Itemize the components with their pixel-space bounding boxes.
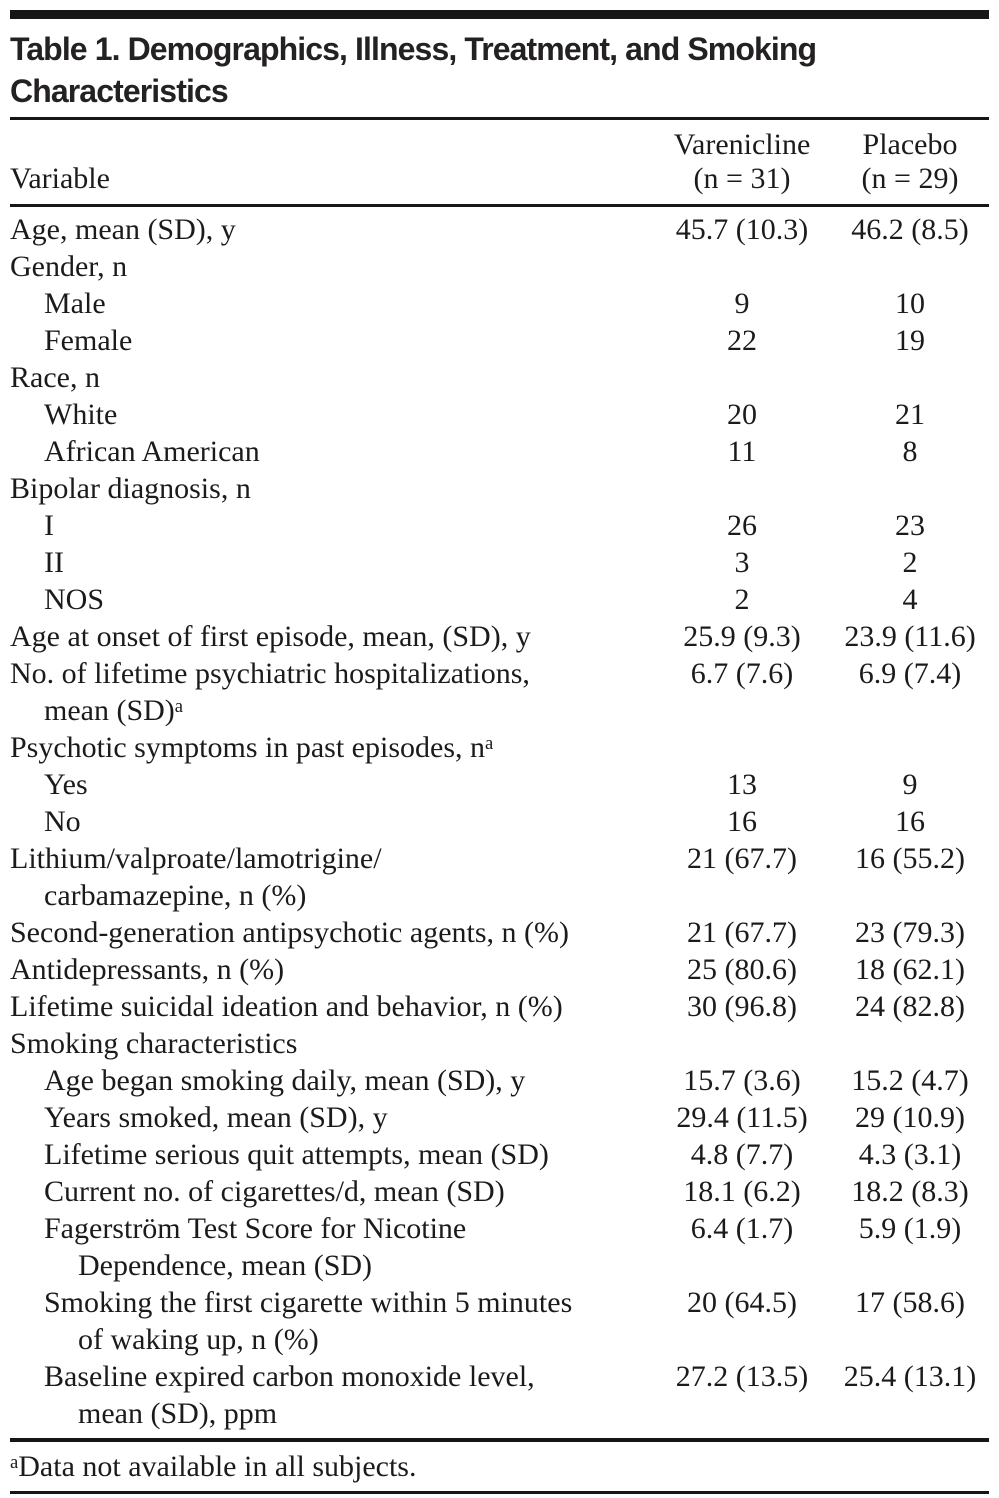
table-row (10, 1025, 989, 1062)
row-label: Antidepressants, n (%) (10, 953, 285, 986)
table-row (10, 988, 989, 1025)
column-header-placebo-n: (n = 29) (861, 162, 959, 195)
varenicline-value: 18.1 (6.2) (683, 1175, 801, 1208)
row-label: No. of lifetime psychiatric hospitalizations, mean (SD)$^a$ (10, 657, 530, 727)
varenicline-value: 20 (727, 398, 757, 431)
varenicline-value: 45.7 (10.3) (675, 213, 809, 246)
row-label: Psychotic symptoms in past episodes, $n^a$ (10, 731, 494, 764)
placebo-value: 23 (895, 509, 925, 542)
placebo-value: 25.4 (13.1) (843, 1360, 977, 1393)
footnote-marker: a (10, 1451, 19, 1473)
placebo-value: 2 (902, 546, 918, 579)
footnote-text: Data not available in all subjects. (18, 1450, 417, 1483)
table-title (10, 28, 989, 112)
row-label: Smoking the first cigarette within 5 minutes of waking up, n (%) (44, 1286, 573, 1356)
placebo-value: 18.2 (8.3) (851, 1175, 969, 1208)
row-label: I (44, 509, 54, 542)
table-row (10, 211, 989, 248)
table-row (10, 840, 989, 914)
table-row (10, 618, 989, 655)
placebo-value: 16 (895, 805, 925, 838)
table-row (10, 1099, 989, 1136)
placebo-value: 4.3 (3.1) (858, 1138, 962, 1171)
row-label: Fagerström Test Score for Nicotine Dependence, mean (SD) (44, 1212, 467, 1282)
row-label: Lifetime serious quit attempts, mean (SD) (44, 1138, 549, 1171)
row-label: Current no. of cigarettes/d, mean (SD) (44, 1175, 505, 1208)
table-footnote (10, 1442, 989, 1491)
table-row (10, 1284, 989, 1358)
row-label: Male (44, 287, 106, 320)
row-label: Baseline expired carbon monoxide level, mean (SD), ppm (44, 1360, 535, 1430)
varenicline-value: 11 (727, 435, 757, 468)
table-row (10, 729, 989, 766)
table-row (10, 803, 989, 840)
table-header-row (10, 120, 989, 204)
varenicline-value: 21 (67.7) (687, 842, 797, 875)
varenicline-value: 6.7 (7.6) (690, 657, 794, 690)
table-row (10, 507, 989, 544)
table-title-line2: Characteristics (10, 73, 228, 109)
placebo-value: 4 (902, 583, 918, 616)
table-title-line1: Table 1. Demographics, Illness, Treatment, and Smoking (10, 31, 817, 67)
varenicline-value: 9 (734, 287, 750, 320)
placebo-value: 23.9 (11.6) (844, 620, 976, 653)
table-body (10, 207, 989, 1438)
varenicline-value: 13 (727, 768, 757, 801)
row-label: Gender, n (10, 250, 128, 283)
column-header-varenicline-n: (n = 31) (693, 162, 791, 195)
table-row (10, 1136, 989, 1173)
column-header-variable: Variable (10, 162, 110, 195)
row-label: Lifetime suicidal ideation and behavior, n (%) (10, 990, 563, 1023)
varenicline-value: 20 (64.5) (687, 1286, 797, 1319)
row-label: Lithium/valproate/lamotrigine/ carbamazepine, n (%) (10, 842, 382, 912)
top-rule (10, 10, 989, 19)
row-label: Age at onset of first episode, mean, (SD), y (10, 620, 531, 653)
varenicline-value: 22 (727, 324, 757, 357)
placebo-value: 46.2 (8.5) (851, 213, 969, 246)
placebo-value: 5.9 (1.9) (858, 1212, 962, 1245)
placebo-value: 9 (902, 768, 918, 801)
footnote-marker: a (485, 732, 494, 754)
table-row (10, 470, 989, 507)
table-row (10, 655, 989, 729)
varenicline-value: 29.4 (11.5) (676, 1101, 808, 1134)
table-row (10, 396, 989, 433)
varenicline-value: 3 (734, 546, 750, 579)
bottom-rule (10, 1491, 989, 1494)
row-label: White (44, 398, 118, 431)
column-header-placebo-name: Placebo (862, 128, 958, 161)
varenicline-value: 21 (67.7) (687, 916, 797, 949)
row-label: African American (44, 435, 260, 468)
placebo-value: 6.9 (7.4) (858, 657, 962, 690)
table-row (10, 1358, 989, 1432)
table-row (10, 951, 989, 988)
placebo-value: 23 (79.3) (855, 916, 965, 949)
placebo-value: 29 (10.9) (855, 1101, 965, 1134)
placebo-value: 10 (895, 287, 925, 320)
placebo-value: 8 (902, 435, 918, 468)
varenicline-value: 25 (80.6) (687, 953, 797, 986)
column-header-varenicline-name: Varenicline (673, 128, 811, 161)
row-label: Smoking characteristics (10, 1027, 298, 1060)
table-row (10, 248, 989, 285)
varenicline-value: 25.9 (9.3) (683, 620, 801, 653)
placebo-value: 21 (895, 398, 925, 431)
placebo-value: 24 (82.8) (855, 990, 965, 1023)
varenicline-value: 15.7 (3.6) (683, 1064, 801, 1097)
row-label: Race, n (10, 361, 100, 394)
placebo-value: 16 (55.2) (855, 842, 965, 875)
varenicline-value: 6.4 (1.7) (690, 1212, 794, 1245)
row-label: Age, mean (SD), y (10, 213, 236, 246)
varenicline-value: 2 (734, 583, 750, 616)
row-label: Second-generation antipsychotic agents, n (%) (10, 916, 569, 949)
placebo-value: 15.2 (4.7) (851, 1064, 969, 1097)
varenicline-value: 30 (96.8) (687, 990, 797, 1023)
table-row (10, 359, 989, 396)
column-header-varenicline (653, 128, 831, 196)
row-label: II (44, 546, 64, 579)
table-row (10, 544, 989, 581)
row-label: Years smoked, mean (SD), y (44, 1101, 388, 1134)
table-row (10, 433, 989, 470)
varenicline-value: 4.8 (7.7) (690, 1138, 794, 1171)
placebo-value: 19 (895, 324, 925, 357)
table-row (10, 1210, 989, 1284)
column-header-placebo (831, 128, 989, 196)
table-row (10, 581, 989, 618)
row-label: Bipolar diagnosis, n (10, 472, 251, 505)
table-row (10, 285, 989, 322)
placebo-value: 17 (58.6) (855, 1286, 965, 1319)
footnote-marker: a (174, 695, 184, 717)
row-label: Age began smoking daily, mean (SD), y (44, 1064, 526, 1097)
table-row (10, 322, 989, 359)
table-row (10, 766, 989, 803)
table-row (10, 1062, 989, 1099)
row-label: No (44, 805, 81, 838)
varenicline-value: 16 (727, 805, 757, 838)
table-row (10, 914, 989, 951)
table-row (10, 1173, 989, 1210)
varenicline-value: 26 (727, 509, 757, 542)
varenicline-value: 27.2 (13.5) (675, 1360, 809, 1393)
placebo-value: 18 (62.1) (855, 953, 965, 986)
row-label: Female (44, 324, 133, 357)
row-label: NOS (44, 583, 105, 616)
row-label: Yes (44, 768, 88, 801)
